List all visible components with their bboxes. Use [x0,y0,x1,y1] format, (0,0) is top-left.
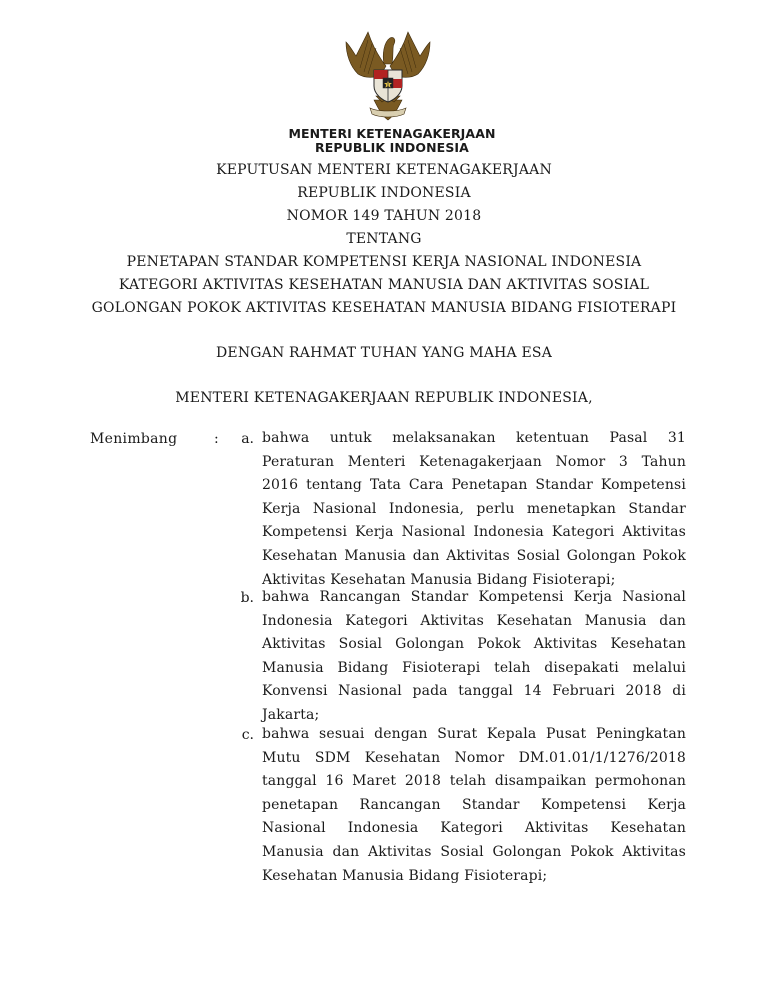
decree-number: NOMOR 149 TAHUN 2018 [286,208,482,224]
text-line: Kerja Nasional Indonesia, perlu menetapkan Standar [262,500,686,517]
decree-subject-line2: KATEGORI AKTIVITAS KESEHATAN MANUSIA DAN AKTIVITAS SOSIAL [118,277,650,293]
text-line: bahwa sesuai dengan Surat Kepala Pusat Peningkatan [262,726,686,742]
text-line: 2016 tentang Tata Cara Penetapan Standar Kompetensi [262,477,686,494]
item-b-text [262,586,686,728]
blessing-line: DENGAN RAHMAT TUHAN YANG MAHA ESA [215,345,553,361]
decree-country: REPUBLIK INDONESIA [297,185,471,201]
text-line: Indonesia Kategori Aktivitas Kesehatan Manusia dan [262,612,686,629]
decree-title: KEPUTUSAN MENTERI KETENAGAKERJAAN [216,162,552,178]
text-line: Aktivitas Sosial Golongan Pokok Aktivitas Kesehatan [262,636,686,653]
ministry-country: REPUBLIK INDONESIA [315,140,469,155]
minister-line: MENTERI KETENAGAKERJAAN REPUBLIK INDONESIA, [175,390,593,406]
ministry-name: MENTERI KETENAGAKERJAAN [288,126,496,141]
text-line: Nasional Indonesia Kategori Aktivitas Kesehatan [262,820,686,837]
decree-subject-line1: PENETAPAN STANDAR KOMPETENSI KERJA NASIONAL INDONESIA [126,254,642,270]
considering-label: Menimbang [90,431,178,447]
decree-about: TENTANG [346,231,422,247]
considering-colon: : [214,431,219,447]
item-c-letter: c. [241,727,254,743]
text-line: penetapan Rancangan Standar Kompetensi Kerja [262,796,686,813]
text-line: Kesehatan Manusia dan Aktivitas Sosial Golongan Pokok [262,547,686,564]
decree-subject-line3: GOLONGAN POKOK AKTIVITAS KESEHATAN MANUSIA BIDANG FISIOTERAPI [91,300,677,316]
text-line: Jakarta; [262,706,320,723]
text-line: Mutu SDM Kesehatan Nomor DM.01.01/1/1276/2018 [262,749,686,766]
text-line: Kompetensi Kerja Nasional Indonesia Kategori Aktivitas [262,524,686,541]
item-a-letter: a. [241,431,254,447]
garuda-emblem-icon [338,26,438,126]
text-line: tanggal 16 Maret 2018 telah disampaikan permohonan [262,773,686,790]
text-line: bahwa untuk melaksanakan ketentuan Pasal 31 [262,430,686,446]
text-line: Peraturan Menteri Ketenagakerjaan Nomor 3 Tahun [262,453,686,470]
text-line: Manusia dan Aktivitas Sosial Golongan Pokok Aktivitas [262,843,686,860]
text-line: Manusia Bidang Fisioterapi telah disepakati melalui [262,659,686,676]
text-line: bahwa Rancangan Standar Kompetensi Kerja Nasional [262,589,686,605]
item-b-letter: b. [240,590,254,606]
text-line: Aktivitas Kesehatan Manusia Bidang Fisioterapi; [262,571,616,588]
item-a-text [262,427,686,592]
text-line: Kesehatan Manusia Bidang Fisioterapi; [262,867,548,884]
item-c-text [262,723,686,888]
text-line: Konvensi Nasional pada tanggal 14 Februari 2018 di [262,683,686,700]
